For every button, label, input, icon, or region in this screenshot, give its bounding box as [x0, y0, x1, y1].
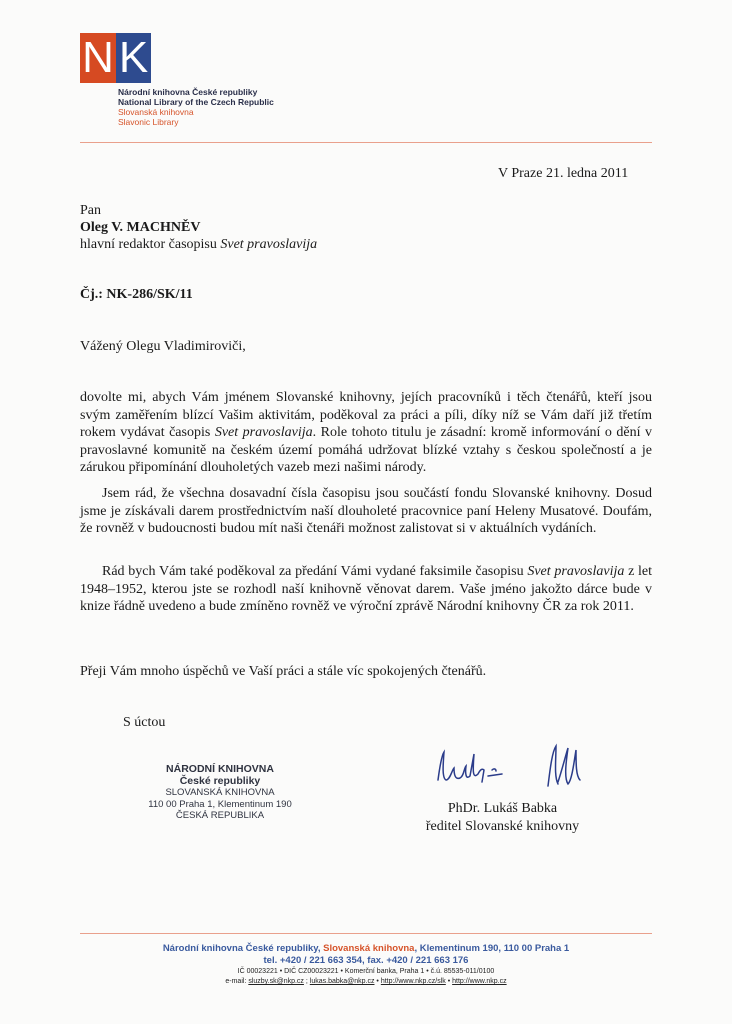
signer-name: PhDr. Lukáš Babka — [447, 801, 558, 816]
institution-name-en: National Library of the Czech Republic — [118, 97, 274, 107]
recipient-address — [80, 202, 317, 253]
url-link-nkp[interactable]: http://www.nkp.cz — [452, 978, 507, 985]
email-link-babka[interactable]: lukas.babka@nkp.cz — [309, 978, 375, 985]
institution-block — [118, 87, 274, 127]
regards: S úctou — [123, 715, 166, 730]
signer-role: ředitel Slovanské knihovny — [425, 819, 580, 834]
library-stamp — [130, 764, 310, 822]
stamp-line-4: 110 00 Praha 1, Klementinum 190 — [148, 798, 292, 810]
letter-footer — [60, 943, 672, 987]
footer-contacts — [60, 977, 672, 987]
footer-slavonic: Slovanská knihovna — [323, 943, 415, 954]
institution-name-cz: Národní knihovna České republiky — [118, 87, 258, 97]
logo-n-letter: N — [80, 33, 116, 83]
paragraph-3 — [80, 563, 652, 616]
email-link-sluzby[interactable]: sluzby.sk@nkp.cz — [248, 978, 304, 985]
stamp-line-5: ČESKÁ REPUBLIKA — [175, 810, 265, 821]
url-link-slk[interactable]: http://www.nkp.cz/slk — [380, 978, 446, 985]
slavonic-library-en: Slavonic Library — [118, 117, 179, 127]
footer-sep-1: ; — [303, 978, 310, 985]
nk-logo — [80, 33, 151, 83]
recipient-role-line — [80, 236, 317, 253]
stamp-line-1: NÁRODNÍ KNIHOVNA — [166, 763, 274, 775]
letter-date: V Praze 21. ledna 2011 — [498, 166, 629, 181]
recipient-name: Oleg V. MACHNĚV — [80, 220, 201, 235]
p1-text-a: dovolte mi, abych Vám jménem Slovanské knihovny, jejích pracovníků i těch čtenářů, kteří jsou svým zaměřením blízcí Vašim aktivitám, poděkoval za práci a píli, díky níž se Vám daří již třetím rokem vydávat časopis — [80, 390, 652, 441]
paragraph-1 — [80, 389, 652, 477]
footer-address — [60, 943, 672, 955]
logo-k-letter: K — [116, 33, 151, 83]
salutation: Vážený Olegu Vladimiroviči, — [80, 339, 246, 354]
handwritten-signature — [430, 740, 600, 795]
footer-email-label: e-mail: — [225, 978, 249, 985]
reference-number: Čj.: NK-286/SK/11 — [80, 287, 193, 302]
stamp-line-2: České republiky — [179, 774, 261, 787]
footer-divider — [80, 933, 652, 934]
closing-wish: Přeji Vám mnoho úspěchů ve Vaší práci a stále víc spokojených čtenářů. — [80, 664, 487, 679]
recipient-magazine: Svet pravoslavija — [220, 237, 318, 252]
signer-block — [420, 800, 585, 836]
footer-street: , Klementinum 190, 110 00 Praha 1 — [414, 943, 570, 954]
footer-sep-2: • — [374, 978, 381, 985]
footer-sep-3: • — [445, 978, 453, 985]
paragraph-2: Jsem rád, že všechna dosavadní čísla časopisu jsou součástí fondu Slovanské knihovny. Dosud jsme je získávali darem prostřednictvím naší dlouholeté pracovnice paní Heleny Musatové. Doufám, že rovněž v budoucnosti budou mít naši čtenáři možnost zalistovat si v aktuálních vydáních. — [80, 486, 652, 537]
footer-bank-info: IČ 00023221 • DIČ CZ00023221 • Komerční banka, Praha 1 • č.ú. 85535-011/0100 — [237, 968, 495, 975]
p3-magazine: Svet pravoslavija — [527, 564, 625, 579]
header-divider — [80, 142, 652, 143]
recipient-title: Pan — [80, 203, 101, 218]
p1-magazine: Svet pravoslavija — [214, 425, 313, 441]
p3-text-a: Rád bych Vám také poděkoval za předání Vámi vydané faksimile časopisu — [102, 564, 524, 579]
slavonic-library-cz: Slovanská knihovna — [118, 107, 194, 117]
stamp-line-3: SLOVANSKÁ KNIHOVNA — [165, 787, 275, 798]
p1-text-c: . Role tohoto titulu je zásadní: kromě informování o dění v pravoslavné komunitě na českém území pomáhá udržovat blízké vztahy s českou společností a je zárukou připomínání dlouholetých vazeb mezi našimi národy. — [80, 425, 653, 476]
p3-text-c: z let 1948–1952, kterou jste se rozhodl naší knihovně věnovat darem. Vaše jméno jakožto dárce bude v knize řádně uvedeno a bude zmíněno rovněž ve výroční zprávě Národní knihovny ČR za rok 2011. — [80, 564, 653, 615]
recipient-role: hlavní redaktor časopisu — [80, 237, 217, 252]
footer-phone: tel. +420 / 221 663 354, fax. +420 / 221 663 176 — [263, 955, 469, 966]
footer-institution: Národní knihovna České republiky, — [162, 943, 324, 954]
